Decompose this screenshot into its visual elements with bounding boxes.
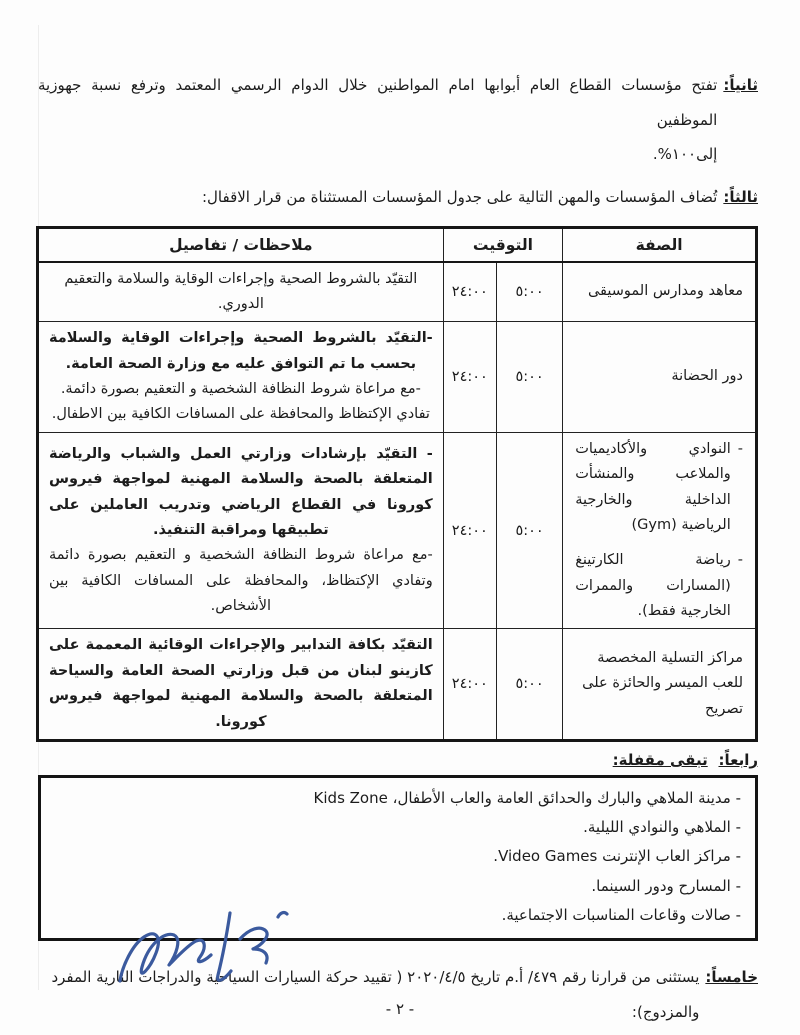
section-second-line2: إلى١٠٠%. [652,145,718,163]
section-fifth-intro: يستثنى من قرارنا رقم ٤٧٩/ أ.م تاريخ ٢٠٢٠/٤/٥ ( تقييد حركة السيارات السياحية والدراجات النارية المفرد والمزدوج): [51,968,700,1021]
section-fourth-heading [38,751,758,769]
cell-time-from: ٥:٠٠ [496,262,562,322]
closed-venues-box [38,775,758,941]
cell-notes [38,322,444,433]
cell-time-from: ٥:٠٠ [496,322,562,433]
dash-marker: - [737,440,743,457]
note-bold: التقيّد بكافة التدابير والإجراءات الوقائية المعممة على كازينو لبنان من قبل وزارتي الصحة العامة والسياحة المتعلقة بالصحة والسلامة المهنية لمواجهة فيروس كورونا. [49,637,433,730]
closed-venue-item: - الملاهي والنوادي الليلية. [583,818,741,837]
note-bold: - التقيّد بإرشادات وزارتي العمل والشباب والرياضة المتعلقة بالصحة والسلامة المهنية لمواجهة فيروس كورونا في القطاع الرياضي وتدريب العاملين على تطبيقها ومراقبة التنفيذ. [49,445,433,538]
section-fifth-label: خامساً: [705,968,758,987]
section-fifth [38,960,758,1029]
closed-venue-item: - مدينة الملاهي والبارك والحدائق العامة والعاب الأطفال، Kids Zone [313,788,741,807]
cell-attribute: دور الحضانة [563,322,757,433]
note-bold: -التقيّد بالشروط الصحية وإجراءات الوقاية والسلامة بحسب ما تم التوافق عليه مع وزارة الصحة العامة. [49,330,433,372]
dash-marker: - [737,552,743,569]
section-fourth-label: رابعاً: [718,750,758,769]
section-third [38,180,758,215]
section-third-label: ثالثاً: [723,187,758,206]
exceptions-table [36,226,758,742]
closed-venue-item: - صالات وقاعات المناسبات الاجتماعية. [501,905,741,924]
section-second [38,68,758,172]
attribute-item: - رياضة الكارتينغ (المسارات والممرات الخارجية فقط). [575,548,743,624]
section-fourth-title: تبقى مقفلة: [612,750,708,769]
section-second-label: ثانياً: [723,76,758,94]
note-regular: -مع مراعاة شروط النظافة الشخصية و التعقيم بصورة دائمة. [60,381,421,397]
closed-venue-item: - مراكز العاب الإنترنت Video Games. [493,847,741,866]
cell-notes: التقيّد بالشروط الصحية وإجراءات الوقاية والسلامة والتعقيم الدوري. [38,262,444,322]
table-row [38,629,757,741]
document-content [0,68,800,1035]
cell-time-from: ٥:٠٠ [496,629,562,741]
cell-time-to: ٢٤:٠٠ [443,262,496,322]
section-second-line1: تفتح مؤسسات القطاع العام أبوابها امام المواطنين خلال الدوام الرسمي المعتمد وترفع نسبة جهوزية الموظفين [38,76,718,129]
column-header-timing: التوقيت [443,228,562,262]
page-number: - ٢ - [385,1000,415,1018]
note-regular: -مع مراعاة شروط النظافة الشخصية و التعقيم بصورة دائمة وتفادي الإكتظاظ، والمحافظة على المسافات الكافية بين الأشخاص. [49,547,433,614]
table-row [38,432,757,629]
cell-attribute: مراكز التسلية المخصصة للعب الميسر والحائزة على تصريح [563,629,757,741]
column-header-notes: ملاحظات / تفاصيل [38,228,444,262]
note-regular: تفادي الإكتظاظ والمحافظة على المسافات الكافية بين الاطفال. [51,406,430,423]
cell-attribute [563,432,757,629]
cell-notes [38,432,444,629]
column-header-attribute: الصفة [563,228,757,262]
cell-time-to: ٢٤:٠٠ [443,432,496,629]
cell-time-from: ٥:٠٠ [496,432,562,629]
table-header-row [38,228,757,262]
cell-notes [38,629,444,741]
table-row [38,322,757,433]
cell-attribute: معاهد ومدارس الموسيقى [563,262,757,322]
cell-time-to: ٢٤:٠٠ [443,322,496,433]
table-row [38,262,757,322]
cell-time-to: ٢٤:٠٠ [443,629,496,741]
section-second-body [38,68,717,172]
attribute-item: - النوادي والأكاديميات والملاعب والمنشأت الداخلية والخارجية الرياضية (Gym) [575,437,743,539]
closed-venue-item: - المسارح ودور السينما. [591,876,741,895]
section-third-text: تُضاف المؤسسات والمهن التالية على جدول المؤسسات المستثناة من قرار الاقفال: [201,187,718,206]
